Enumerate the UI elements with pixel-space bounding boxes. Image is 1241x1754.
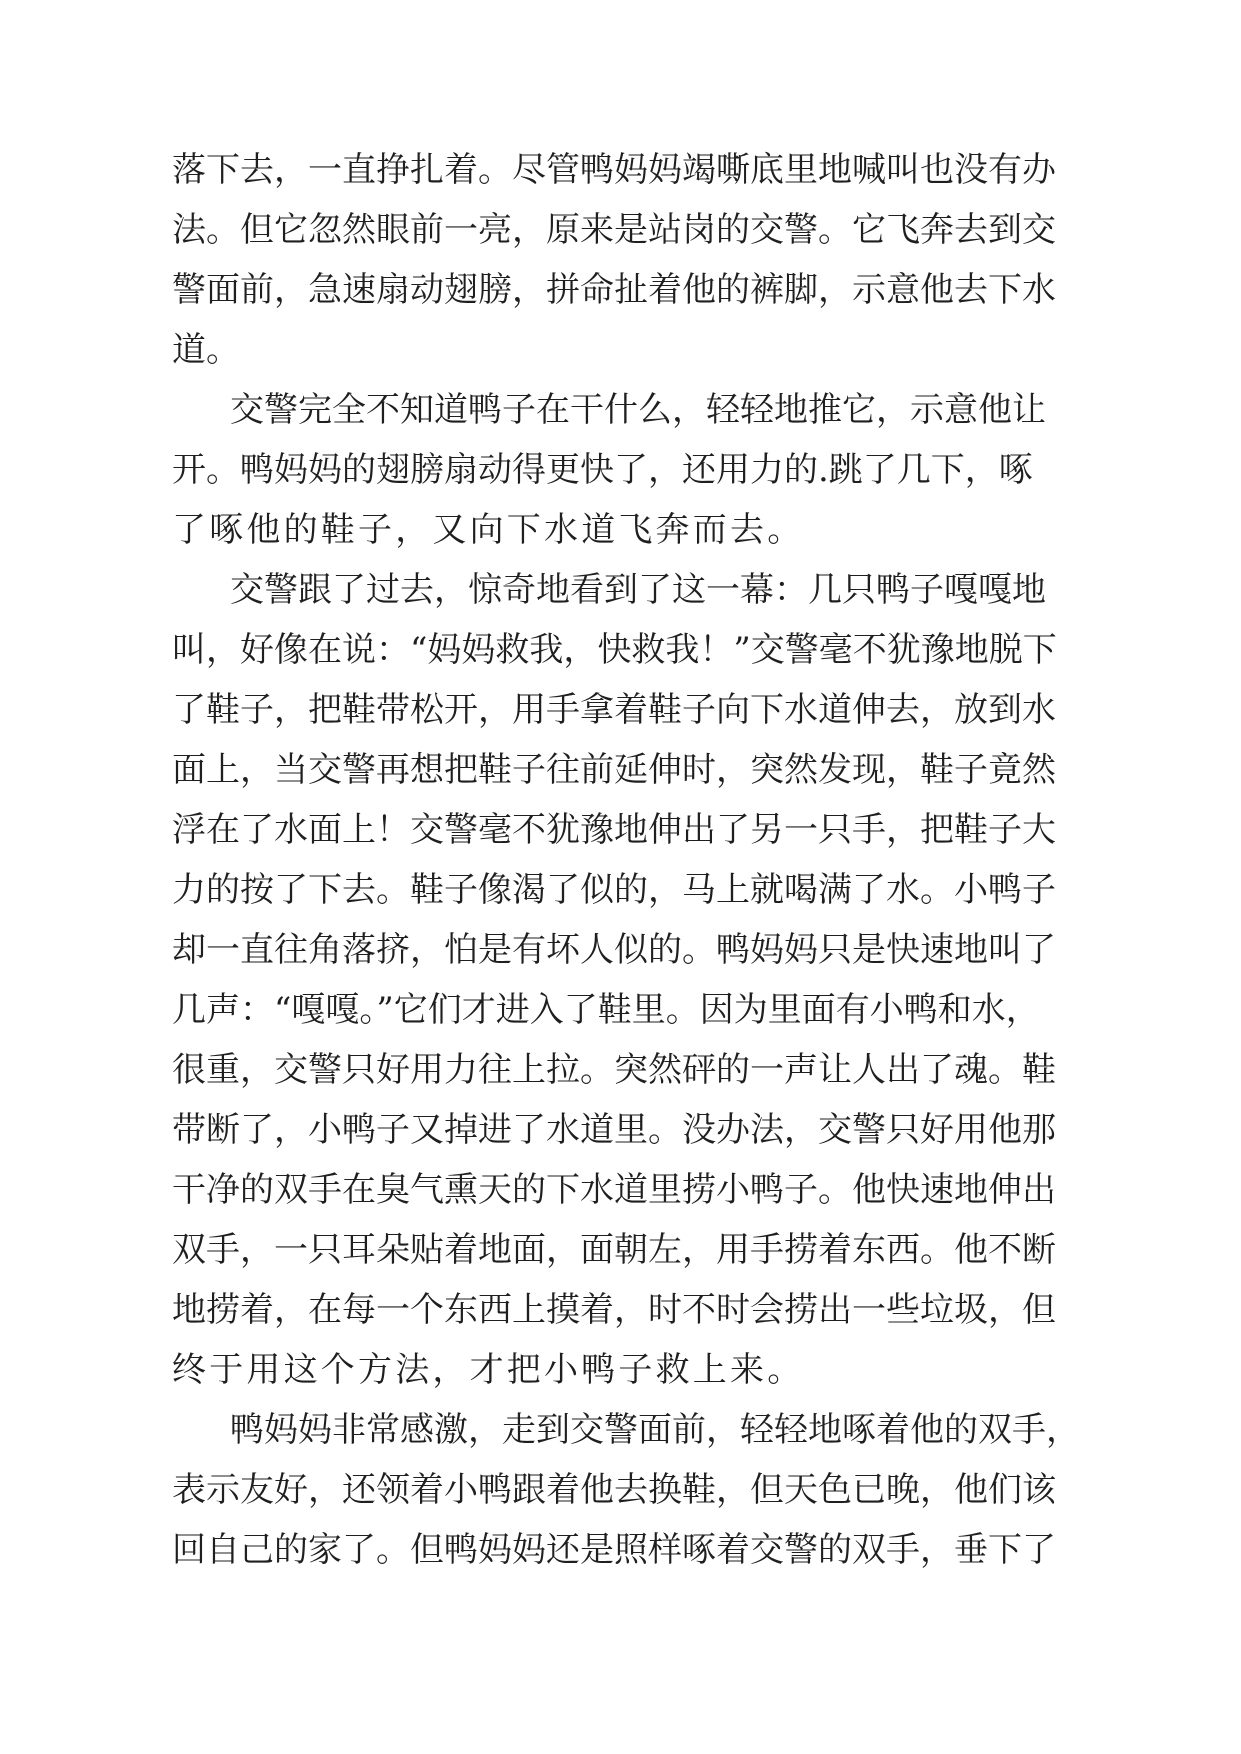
text-line	[0, 740, 1241, 800]
text-line-content: 面上，当交警再想把鞋子往前延伸时，突然发现，鞋子竟然	[172, 750, 1056, 790]
text-line-content: 表示友好，还领着小鸭跟着他去换鞋，但天色已晚，他们该	[172, 1470, 1056, 1510]
text-line-content: 鸭妈妈非常感激，走到交警面前，轻轻地啄着他的双手，	[230, 1410, 1080, 1450]
text-line	[0, 620, 1241, 680]
text-line-content: 却一直往角落挤，怕是有坏人似的。鸭妈妈只是快速地叫了	[172, 930, 1056, 970]
text-line-content: 带断了，小鸭子又掉进了水道里。没办法，交警只好用他那	[172, 1110, 1056, 1150]
text-line	[0, 800, 1241, 860]
text-line-content: 浮在了水面上！交警毫不犹豫地伸出了另一只手，把鞋子大	[172, 810, 1056, 850]
text-line	[0, 140, 1241, 200]
text-line	[0, 920, 1241, 980]
text-line-content: 了鞋子，把鞋带松开，用手拿着鞋子向下水道伸去，放到水	[172, 690, 1056, 730]
text-line-content: 交警完全不知道鸭子在干什么，轻轻地推它，示意他让	[230, 390, 1046, 430]
text-line-content: 几声：“嘎嘎。”它们才进入了鞋里。因为里面有小鸭和水，	[172, 990, 1040, 1030]
text-line	[0, 560, 1241, 620]
text-line-content: 交警跟了过去，惊奇地看到了这一幕：几只鸭子嘎嘎地	[230, 570, 1046, 610]
text-line	[0, 260, 1241, 320]
text-line	[0, 1040, 1241, 1100]
text-line	[0, 1220, 1241, 1280]
text-line-content: 双手，一只耳朵贴着地面，面朝左，用手捞着东西。他不断	[172, 1230, 1056, 1270]
text-line	[0, 1460, 1241, 1520]
text-line	[0, 860, 1241, 920]
text-line-content: 力的按了下去。鞋子像渴了似的，马上就喝满了水。小鸭子	[172, 870, 1056, 910]
text-line-content: 落下去，一直挣扎着。尽管鸭妈妈竭嘶底里地喊叫也没有办	[172, 150, 1056, 190]
text-line	[0, 1520, 1241, 1580]
text-line	[0, 1100, 1241, 1160]
text-line	[0, 380, 1241, 440]
text-line	[0, 440, 1241, 500]
text-line-content: 道。	[172, 330, 240, 370]
text-line	[0, 500, 1241, 560]
text-line-content: 法。但它忽然眼前一亮，原来是站岗的交警。它飞奔去到交	[172, 210, 1056, 250]
text-line	[0, 1280, 1241, 1340]
text-line	[0, 320, 1241, 380]
text-line	[0, 980, 1241, 1040]
text-line	[0, 1160, 1241, 1220]
text-line-content: 回自己的家了。但鸭妈妈还是照样啄着交警的双手，垂下了	[172, 1530, 1056, 1570]
text-line	[0, 1400, 1241, 1460]
text-line	[0, 680, 1241, 740]
text-line-content: 终于用这个方法，才把小鸭子救上来。	[172, 1350, 805, 1390]
text-line-content: 警面前，急速扇动翅膀，拼命扯着他的裤脚，示意他去下水	[172, 270, 1056, 310]
text-line-content: 干净的双手在臭气熏天的下水道里捞小鸭子。他快速地伸出	[172, 1170, 1056, 1210]
text-line	[0, 1340, 1241, 1400]
text-line-content: 叫，好像在说：“妈妈救我，快救我！”交警毫不犹豫地脱下	[172, 630, 1057, 670]
text-line-content: 开。鸭妈妈的翅膀扇动得更快了，还用力的.跳了几下，啄	[172, 450, 1033, 490]
text-line-content: 了啄他的鞋子，又向下水道飞奔而去。	[172, 510, 805, 550]
text-line-content: 地捞着，在每一个东西上摸着，时不时会捞出一些垃圾，但	[172, 1290, 1056, 1330]
text-line	[0, 200, 1241, 260]
text-line-content: 很重，交警只好用力往上拉。突然砰的一声让人出了魂。鞋	[172, 1050, 1056, 1090]
